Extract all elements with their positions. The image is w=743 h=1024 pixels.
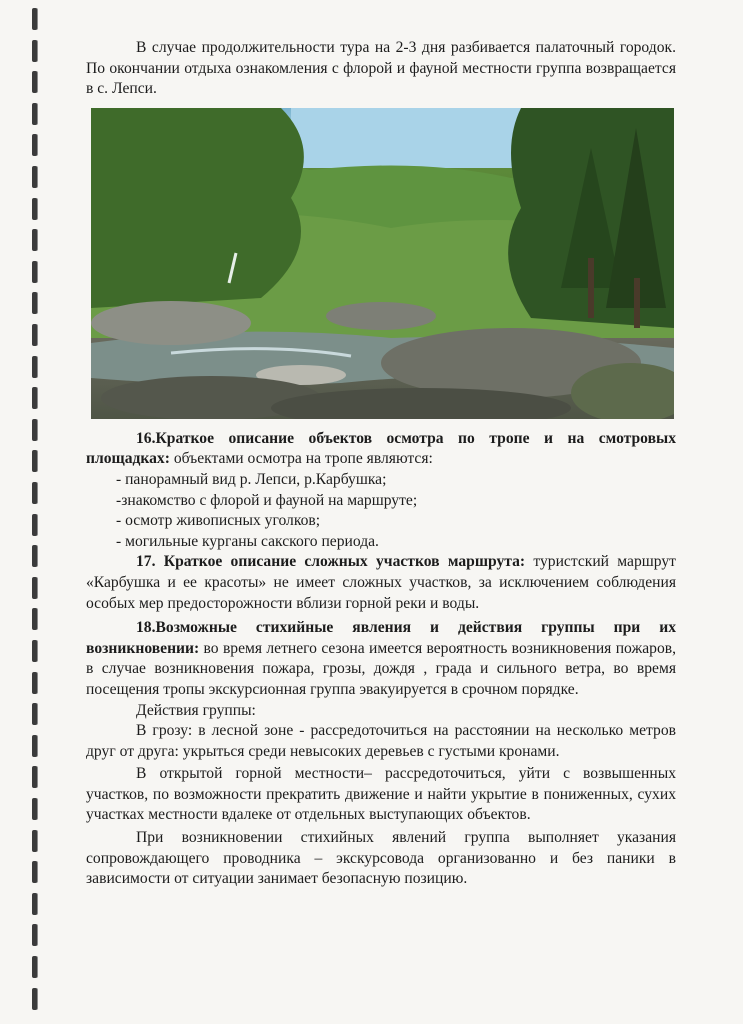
binding-ring [32, 40, 37, 62]
binding-ring [32, 419, 37, 441]
binding-ring [32, 861, 37, 883]
list-item: - могильные курганы сакского периода. [116, 532, 379, 550]
binding-ring [32, 324, 37, 346]
actions-title: Действия группы: [136, 701, 256, 719]
spiral-binding [28, 0, 44, 1024]
binding-ring [32, 640, 37, 662]
binding-ring [32, 514, 37, 536]
binding-ring [32, 8, 37, 30]
section-17-text: туристский маршрут «Карбушка и ее красоты» не имеет сложных участков, за исключением соблюдения особых мер предосторожности вблизи горной реки и воды. [86, 553, 676, 612]
binding-ring [32, 387, 37, 409]
section-18-heading: 18.Возможные стихийные явления и действия группы при их возникновении: [86, 619, 676, 657]
binding-ring [32, 893, 37, 915]
document-page [86, 38, 676, 890]
binding-ring [32, 292, 37, 314]
binding-ring [32, 735, 37, 757]
section-17 [86, 552, 676, 614]
binding-ring [32, 577, 37, 599]
binding-ring [32, 988, 37, 1010]
list-item: - панорамный вид р. Лепси, р.Карбушка; [116, 470, 387, 488]
section-18-text: во время летнего сезона имеется вероятность возникновения пожаров, в случае возникновения пожара, грозы, дождя , града и сильного ветра, во время посещения тропы экскурсионная группа эвакуируется в срочном порядке. [86, 639, 676, 698]
binding-ring [32, 71, 37, 93]
binding-ring [32, 166, 37, 188]
binding-ring [32, 830, 37, 852]
binding-ring [32, 672, 37, 694]
binding-ring [32, 703, 37, 725]
binding-ring [32, 956, 37, 978]
landscape-image [91, 108, 674, 419]
list-item: - осмотр живописных уголков; [116, 512, 321, 530]
intro-paragraph: В случае продолжительности тура на 2-3 дня разбивается палаточный городок. По окончании отдыха ознакомления с флорой и фауной местности группа возвращается в с. Лепси. [86, 39, 676, 98]
binding-ring [32, 450, 37, 472]
section-18 [86, 618, 676, 700]
binding-ring [32, 229, 37, 251]
actions-final: При возникновении стихийных явлений группа выполняет указания сопровождающего проводника – экскурсовода организованно и без паники в зависимости от ситуации занимает безопасную позицию. [86, 829, 676, 888]
binding-ring [32, 198, 37, 220]
binding-ring [32, 608, 37, 630]
list-item: -знакомство с флорой и фауной на маршруте; [116, 491, 418, 509]
binding-ring [32, 924, 37, 946]
binding-ring [32, 545, 37, 567]
section-16-text: объектами осмотра на тропе являются: [169, 450, 433, 468]
binding-ring [32, 261, 37, 283]
binding-ring [32, 482, 37, 504]
binding-ring [32, 134, 37, 156]
binding-ring [32, 356, 37, 378]
binding-ring [32, 766, 37, 788]
binding-ring [32, 103, 37, 125]
binding-ring [32, 798, 37, 820]
section-17-heading: 17. Краткое описание сложных участков маршрута: [136, 553, 526, 571]
forest-river-photo [91, 108, 674, 419]
section-16-heading: 16.Краткое описание объектов осмотра по тропе и на смотровых площадках: [86, 429, 676, 468]
actions-storm: В грозу: в лесной зоне - рассредоточиться на расстоянии на несколько метров друг от друга: укрыться среди невысоких деревьев с густыми кронами. [86, 722, 676, 760]
actions-open: В открытой горной местности– рассредоточиться, уйти с возвышенных участков, по возможности прекратить движение и найти укрытие в пониженных, сухих участках местности вдалеке от отдельных выступающих объектов. [86, 765, 676, 824]
section-16 [86, 429, 676, 553]
